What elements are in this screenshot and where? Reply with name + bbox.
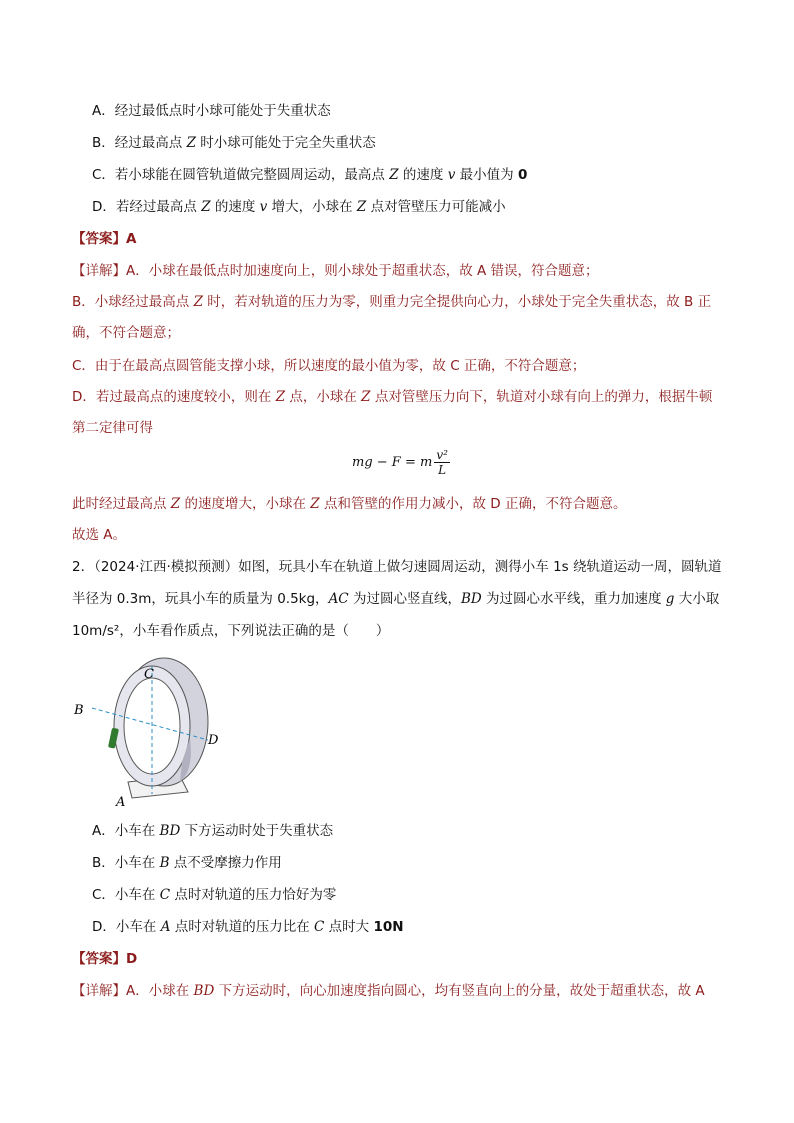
q2-answer: 【答案】D [72,951,138,967]
q1-explanation-c: C．由于在最高点圆管能支撑小球，所以速度的最小值为零，故 C 正确，不符合题意； [72,358,586,374]
label-d: D [208,733,219,748]
q1-explanation-d: D．若过最高点的速度较小，则在 Z 点，小球在 Z 点对管壁压力向下，轨道对小球有向上的弹力，根据牛顿 [72,389,713,405]
q1-option-b: B．经过最高点 Z 时小球可能处于完全失重状态 [92,135,376,151]
label-a: A [116,795,126,810]
q2-option-b: B．小车在 B 点不受摩擦力作用 [92,855,282,871]
q1-option-c: C．若小球能在圆管轨道做完整圆周运动，最高点 Z 的速度 v 最小值为 0 [92,167,528,183]
q2-stem-line2: 半径为 0.3m，玩具小车的质量为 0.5kg，AC 为过圆心竖直线，BD 为过圆心水平线，重力加速度 g 大小取 [72,591,720,607]
q2-stem-line1: 2．（2024·江西·模拟预测）如图，玩具小车在轨道上做匀速圆周运动，测得小车 1s 绕轨道运动一周，圆轨道 [72,559,722,575]
q2-explanation-a: 【详解】A．小球在 BD 下方运动时，向心加速度指向圆心，均有竖直向上的分量，故处于超重状态，故 A [72,983,705,999]
q2-option-c: C．小车在 C 点时对轨道的压力恰好为零 [92,887,337,903]
q1-explanation-conclusion: 此时经过最高点 Z 的速度增大，小球在 Z 点和管壁的作用力减小，故 D 正确，不符合题意。 [72,496,627,512]
q1-explanation-d-cont: 第二定律可得 [72,420,153,436]
label-b: B [74,703,84,718]
q1-answer: 【答案】A [72,231,137,247]
label-c: C [144,667,154,682]
newton-second-law-formula: mg − F = m $\frac{\text{v²}}{L}$ [352,448,448,477]
loop-track-figure [70,652,230,812]
q1-explanation-a: 【详解】A．小球在最低点时加速度向上，则小球处于超重状态，故 A 错误，符合题意； [72,263,599,279]
q1-explanation-b: B．小球经过最高点 Z 时，若对轨道的压力为零，则重力完全提供向心力，小球处于完全失重状态，故 B 正 [72,294,712,310]
q1-option-d: D．若经过最高点 Z 的速度 v 增大，小球在 Z 点对管壁压力可能减小 [92,199,506,215]
q2-option-a: A．小车在 BD 下方运动时处于失重状态 [92,823,334,839]
q1-explanation-b-cont: 确，不符合题意； [72,325,180,341]
q1-option-a: A．经过最低点时小球可能处于失重状态 [92,103,331,119]
q1-final-choice: 故选 A。 [72,527,127,543]
q2-stem-line3: 10m/s²，小车看作质点，下列说法正确的是（ ） [72,623,390,639]
q2-option-d: D．小车在 A 点时对轨道的压力比在 C 点时大 10N [92,919,404,935]
